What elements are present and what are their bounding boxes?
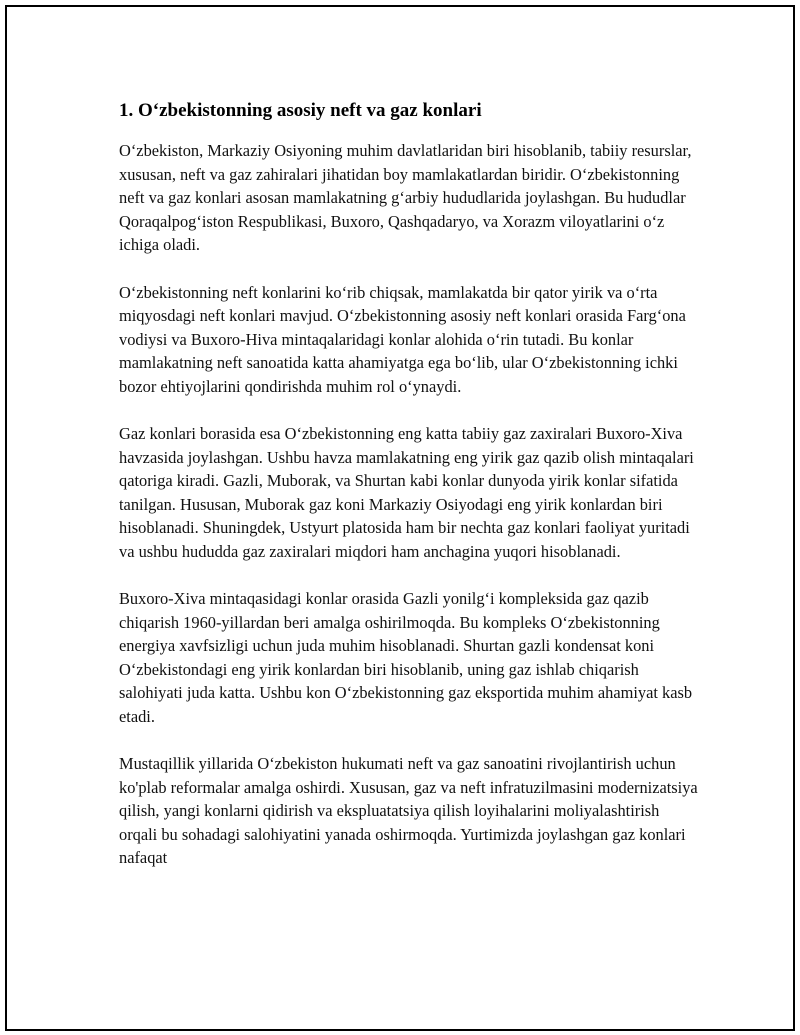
paragraph-3: Gaz konlari borasida esa O‘zbekistonning eng katta tabiiy gaz zaxiralari Buxoro-Xiva havzasida joylashgan. Ushbu havza mamlakatning eng yirik gaz qazib olish mintaqalari qatoriga kiradi. Gazli, Muborak, va Shurtan kabi konlar dunyoda yirik konlar sifatida tanilgan. Hususan, Muborak gaz koni Markaziy Osiyodagi eng yirik konlardan biri hisoblanadi. Shuningdek, Ustyurt platosida ham bir nechta gaz konlari faoliyat yuritadi va ushbu hududda gaz zaxiralari miqdori ham anchagina yuqori hisoblanadi. [119, 424, 694, 561]
paragraph-2: O‘zbekistonning neft konlarini ko‘rib chiqsak, mamlakatda bir qator yirik va o‘rta miqyosdagi neft konlari mavjud. O‘zbekistonning asosiy neft konlari orasida Farg‘ona vodiysi va Buxoro-Hiva mintaqalaridagi konlar alohida o‘rin tutadi. Bu konlar mamlakatning neft sanoatida katta ahamiyatga ega bo‘lib, ular O‘zbekistonning ichki bozor ehtiyojlarini qondirishda muhim rol o‘ynaydi. [119, 282, 686, 396]
paragraph-5: Mustaqillik yillarida O‘zbekiston hukumati neft va gaz sanoatini rivojlantirish uchun ko'plab reformalar amalga oshirdi. Xususan, gaz va neft infratuzilmasini modernizatsiya qilish, yangi konlarni qidirish va ekspluatatsiya qilish loyihalarini moliyalashtirish orqali bu sohadagi salohiyatini yanada oshirmoqda. Yurtimizda joylashgan gaz konlari nafaqat [119, 754, 698, 867]
document-body [119, 99, 699, 894]
paragraph-1: O‘zbekiston, Markaziy Osiyoning muhim davlatlaridan biri hisoblanib, tabiiy resurslar, xususan, neft va gaz zahiralari jihatidan boy mamlakatlardan biridir. O‘zbekistonning neft va gaz konlari asosan mamlakatning g‘arbiy hududlarida joylashgan. Bu hududlar Qoraqalpog‘iston Respublikasi, Buxoro, Qashqadaryo, va Xorazm viloyatlarini o‘z ichiga oladi. [119, 141, 692, 254]
page-frame [5, 5, 795, 1031]
paragraph-4: Buxoro-Xiva mintaqasidagi konlar orasida Gazli yonilg‘i kompleksida gaz qazib chiqarish 1960-yillardan beri amalga oshirilmoqda. Bu kompleks O‘zbekistonning energiya xavfsizligi uchun juda muhim hisoblanadi. Shurtan gazli kondensat koni O‘zbekistondagi eng yirik konlardan biri hisoblanib, uning gaz ishlab chiqarish salohiyati juda katta. Ushbu kon O‘zbekistonning gaz eksportida muhim ahamiyat kasb etadi. [119, 589, 693, 726]
section-heading: 1. O‘zbekistonning asosiy neft va gaz konlari [119, 100, 482, 121]
